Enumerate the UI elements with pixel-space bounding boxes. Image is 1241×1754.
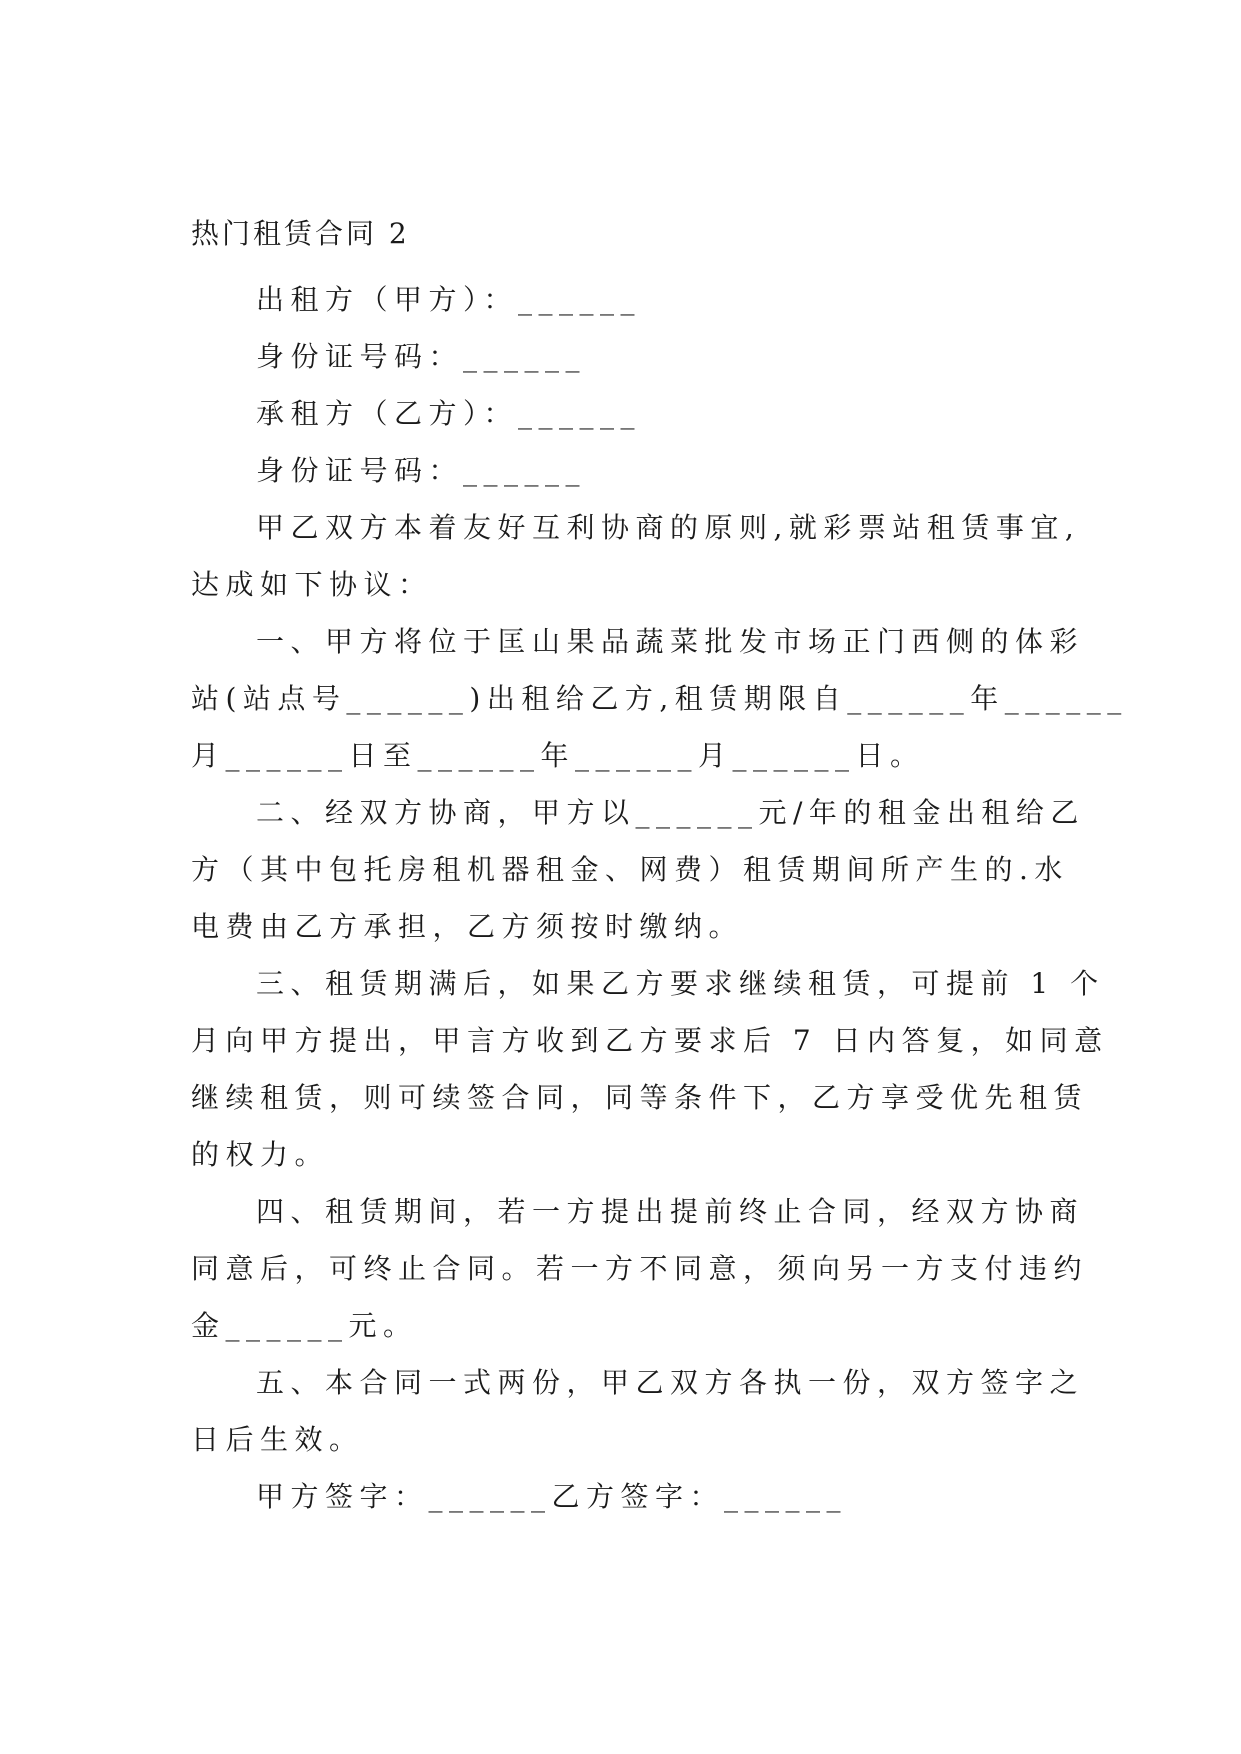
intro-paragraph bbox=[191, 499, 1081, 613]
paragraph-line: 二、经双方协商，甲方以______元/年的租金出租给乙 bbox=[256, 796, 1085, 829]
paragraph-line: 月向甲方提出，甲言方收到乙方要求后 7 日内答复，如同意 bbox=[191, 1024, 1109, 1057]
paragraph-line: 电费由乙方承担，乙方须按时缴纳。 bbox=[191, 910, 744, 943]
paragraph-line: 继续租赁，则可续签合同，同等条件下，乙方享受优先租赁 bbox=[191, 1081, 1089, 1114]
paragraph-line: 方（其中包托房租机器租金、网费）租赁期间所产生的.水 bbox=[191, 853, 1069, 886]
clause-4 bbox=[191, 1183, 1089, 1354]
lessee-id-line: 身份证号码：______ bbox=[256, 454, 587, 487]
clause-1 bbox=[191, 613, 1128, 784]
clause-5 bbox=[191, 1354, 1085, 1468]
paragraph-line: 同意后，可终止合同。若一方不同意，须向另一方支付违约 bbox=[191, 1252, 1089, 1285]
paragraph-line: 达成如下协议： bbox=[191, 568, 433, 601]
clause-3 bbox=[191, 955, 1109, 1183]
paragraph-line: 的权力。 bbox=[191, 1138, 330, 1171]
paragraph-line: 四、租赁期间，若一方提出提前终止合同，经双方协商 bbox=[256, 1195, 1085, 1228]
document-title: 热门租赁合同 2 bbox=[191, 217, 410, 250]
paragraph-line: 月______日至______年______月______日。 bbox=[191, 739, 925, 772]
paragraph-line: 三、租赁期满后，如果乙方要求继续租赁，可提前 1 个 bbox=[256, 967, 1105, 1000]
paragraph-line: 金______元。 bbox=[191, 1309, 418, 1342]
lessor-line: 出租方（甲方）：______ bbox=[256, 283, 642, 316]
paragraph-line: 五、本合同一式两份，甲乙双方各执一份，双方签字之 bbox=[256, 1366, 1085, 1399]
lessor-id-line: 身份证号码：______ bbox=[256, 340, 587, 373]
lessee-line: 承租方（乙方）：______ bbox=[256, 397, 642, 430]
paragraph-line: 一、甲方将位于匡山果品蔬菜批发市场正门西侧的体彩 bbox=[256, 625, 1085, 658]
paragraph-line: 站(站点号______)出租给乙方,租赁期限自______年______ bbox=[191, 682, 1128, 715]
paragraph-line: 日后生效。 bbox=[191, 1423, 364, 1456]
paragraph-line: 甲乙双方本着友好互利协商的原则,就彩票站租赁事宜, bbox=[256, 511, 1081, 544]
document-body bbox=[191, 214, 1128, 1525]
signature-line: 甲方签字：______乙方签字：______ bbox=[256, 1480, 848, 1513]
clause-2 bbox=[191, 784, 1085, 955]
